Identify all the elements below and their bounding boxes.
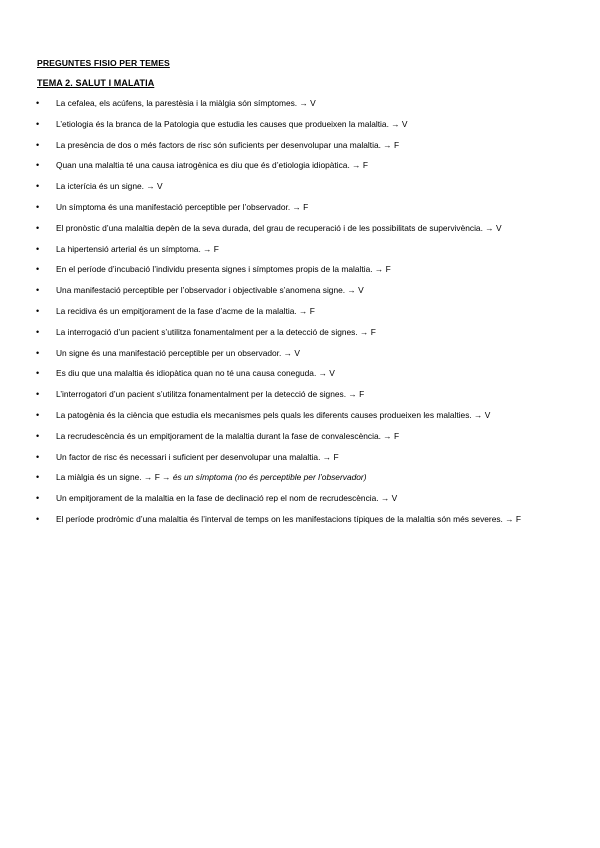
question-text: La hipertensió arterial és un símptoma. → F [56, 243, 219, 254]
bullet-icon: • [36, 513, 40, 524]
section-heading: TEMA 2. SALUT I MALATIA [37, 78, 155, 88]
bullet-icon: • [36, 243, 40, 254]
question-text: Quan una malaltia té una causa iatrogènica es diu que és d’etiologia idiopàtica. → F [56, 160, 368, 171]
list-item [0, 387, 600, 402]
bullet-icon: • [36, 285, 40, 296]
bullet-icon: • [36, 118, 40, 129]
question-text: L’etiologia és la branca de la Patologia que estudia les causes que produeixen la malaltia. → V [56, 118, 408, 129]
list-item [0, 96, 600, 111]
list-item [0, 491, 600, 506]
list-item [0, 366, 600, 381]
bullet-icon: • [36, 222, 40, 233]
list-item [0, 138, 600, 153]
question-text: El període prodròmic d’una malaltia és l’interval de temps on les manifestacions típiques de la malaltia són més severes. → F [56, 513, 522, 524]
question-text: Una manifestació perceptible per l’observador i objectivable s’anomena signe. → V [56, 285, 364, 296]
question-text: Un factor de risc és necessari i suficient per desenvolupar una malaltia. → F [56, 451, 339, 462]
list-item [0, 304, 600, 319]
question-text: La patogènia és la ciència que estudia els mecanismes pels quals les diferents causes produeixen les malalties. → V [56, 409, 491, 420]
bullet-icon: • [36, 201, 40, 212]
bullet-icon: • [36, 181, 40, 192]
list-item [0, 117, 600, 132]
bullet-icon: • [36, 347, 40, 358]
question-text: La recrudescència és un empitjorament de la malaltia durant la fase de convalescència. → F [56, 430, 400, 441]
question-text: Un empitjorament de la malaltia en la fase de declinació rep el nom de recrudescència. → V [56, 493, 398, 504]
question-text: La recidiva és un empitjorament de la fase d’acme de la malaltia. → F [56, 305, 315, 316]
list-item [0, 158, 600, 173]
list-item [0, 242, 600, 257]
question-text: En el període d’incubació l’individu presenta signes i símptomes propis de la malaltia. → F [56, 264, 391, 275]
question-text: La icterícia és un signe. → V [56, 181, 163, 192]
list-item [0, 221, 600, 236]
question-text: La cefalea, els acúfens, la parestèsia i la miàlgia són símptomes. → V [56, 98, 316, 108]
bullet-icon: • [36, 98, 40, 108]
bullet-icon: • [36, 264, 40, 275]
list-item [0, 450, 600, 465]
question-text: La miàlgia és un signe. → F → [56, 472, 173, 483]
bullet-icon: • [36, 493, 40, 504]
question-text: Un signe és una manifestació perceptible per un observador. → V [56, 347, 300, 358]
bullet-icon: • [36, 160, 40, 171]
list-item [0, 429, 600, 444]
list-item [0, 179, 600, 194]
question-text: La interrogació d’un pacient s’utilitza fonamentalment per a la detecció de signes. → F [56, 326, 376, 337]
list-item [0, 346, 600, 361]
answer-note: és un símptoma (no és perceptible per l’observador) [172, 472, 367, 483]
list-item [0, 283, 600, 298]
list-item [0, 512, 600, 527]
list-item [0, 262, 600, 277]
question-list [0, 96, 600, 533]
question-text: Un símptoma és una manifestació perceptible per l’observador. → F [56, 201, 309, 212]
bullet-icon: • [36, 389, 40, 400]
question-text: La presència de dos o més factors de risc són suficients per desenvolupar una malaltia. → F [56, 139, 400, 150]
bullet-icon: • [36, 368, 40, 379]
question-text: El pronòstic d’una malaltia depèn de la seva durada, del grau de recuperació i de les possibilitats de supervivència. → V [56, 222, 502, 233]
question-text: L’interrogatori d’un pacient s’utilitza fonamentalment per la detecció de signes. → F [56, 389, 365, 400]
list-item [0, 408, 600, 423]
bullet-icon: • [36, 472, 40, 483]
question-text: Es diu que una malaltia és idiopàtica quan no té una causa coneguda. → V [56, 368, 335, 379]
bullet-icon: • [36, 139, 40, 150]
bullet-icon: • [36, 305, 40, 316]
bullet-icon: • [36, 409, 40, 420]
list-item [0, 325, 600, 340]
list-item [0, 200, 600, 215]
bullet-icon: • [36, 451, 40, 462]
document-title: PREGUNTES FISIO PER TEMES [37, 58, 170, 68]
list-item [0, 470, 600, 485]
bullet-icon: • [36, 326, 40, 337]
bullet-icon: • [36, 430, 40, 441]
